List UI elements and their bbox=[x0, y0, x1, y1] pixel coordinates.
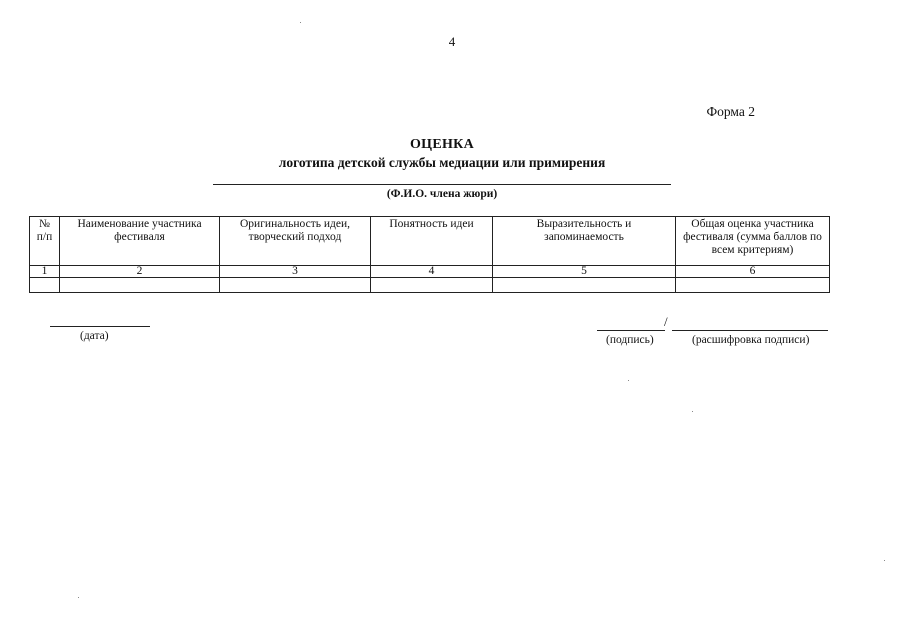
column-number-cell: 6 bbox=[676, 266, 830, 278]
header-total-score: Общая оценка участника фестиваля (сумма баллов по всем критериям) bbox=[676, 217, 830, 266]
empty-cell bbox=[30, 278, 60, 293]
header-expressiveness: Выразительность и запоминаемость bbox=[493, 217, 676, 266]
date-caption: (дата) bbox=[80, 330, 109, 342]
column-number-cell: 2 bbox=[60, 266, 220, 278]
table-header-row bbox=[30, 217, 830, 266]
scan-speck bbox=[628, 380, 629, 381]
signature-separator: / bbox=[664, 314, 668, 329]
header-participant-name: Наименование участника фестиваля bbox=[60, 217, 220, 266]
form-label: Форма 2 bbox=[706, 104, 755, 119]
header-originality: Оригинальность идеи, творческий подход bbox=[220, 217, 371, 266]
evaluation-table bbox=[29, 216, 830, 293]
column-number-cell: 1 bbox=[30, 266, 60, 278]
signature-caption: (подпись) bbox=[606, 334, 654, 346]
column-number-cell: 3 bbox=[220, 266, 371, 278]
signature-decode-line bbox=[672, 330, 828, 331]
jury-name-line bbox=[213, 184, 671, 185]
signature-decode-caption: (расшифровка подписи) bbox=[692, 334, 810, 346]
scan-speck bbox=[300, 22, 301, 23]
table-empty-row bbox=[30, 278, 830, 293]
column-number-cell: 4 bbox=[371, 266, 493, 278]
scan-speck bbox=[884, 560, 885, 561]
table-column-numbers-row bbox=[30, 266, 830, 278]
empty-cell bbox=[60, 278, 220, 293]
jury-name-caption: (Ф.И.О. члена жюри) bbox=[386, 188, 498, 200]
empty-cell bbox=[676, 278, 830, 293]
document-title: ОЦЕНКА bbox=[409, 137, 475, 152]
header-number: № п/п bbox=[30, 217, 60, 266]
scan-speck bbox=[78, 597, 79, 598]
document-subtitle: логотипа детской службы медиации или примирения bbox=[278, 155, 606, 170]
empty-cell bbox=[493, 278, 676, 293]
header-clarity: Понятность идеи bbox=[371, 217, 493, 266]
empty-cell bbox=[220, 278, 371, 293]
column-number-cell: 5 bbox=[493, 266, 676, 278]
empty-cell bbox=[371, 278, 493, 293]
scan-speck bbox=[692, 411, 693, 412]
page-number: 4 bbox=[448, 34, 456, 49]
date-line bbox=[50, 326, 150, 327]
signature-line bbox=[597, 330, 665, 331]
